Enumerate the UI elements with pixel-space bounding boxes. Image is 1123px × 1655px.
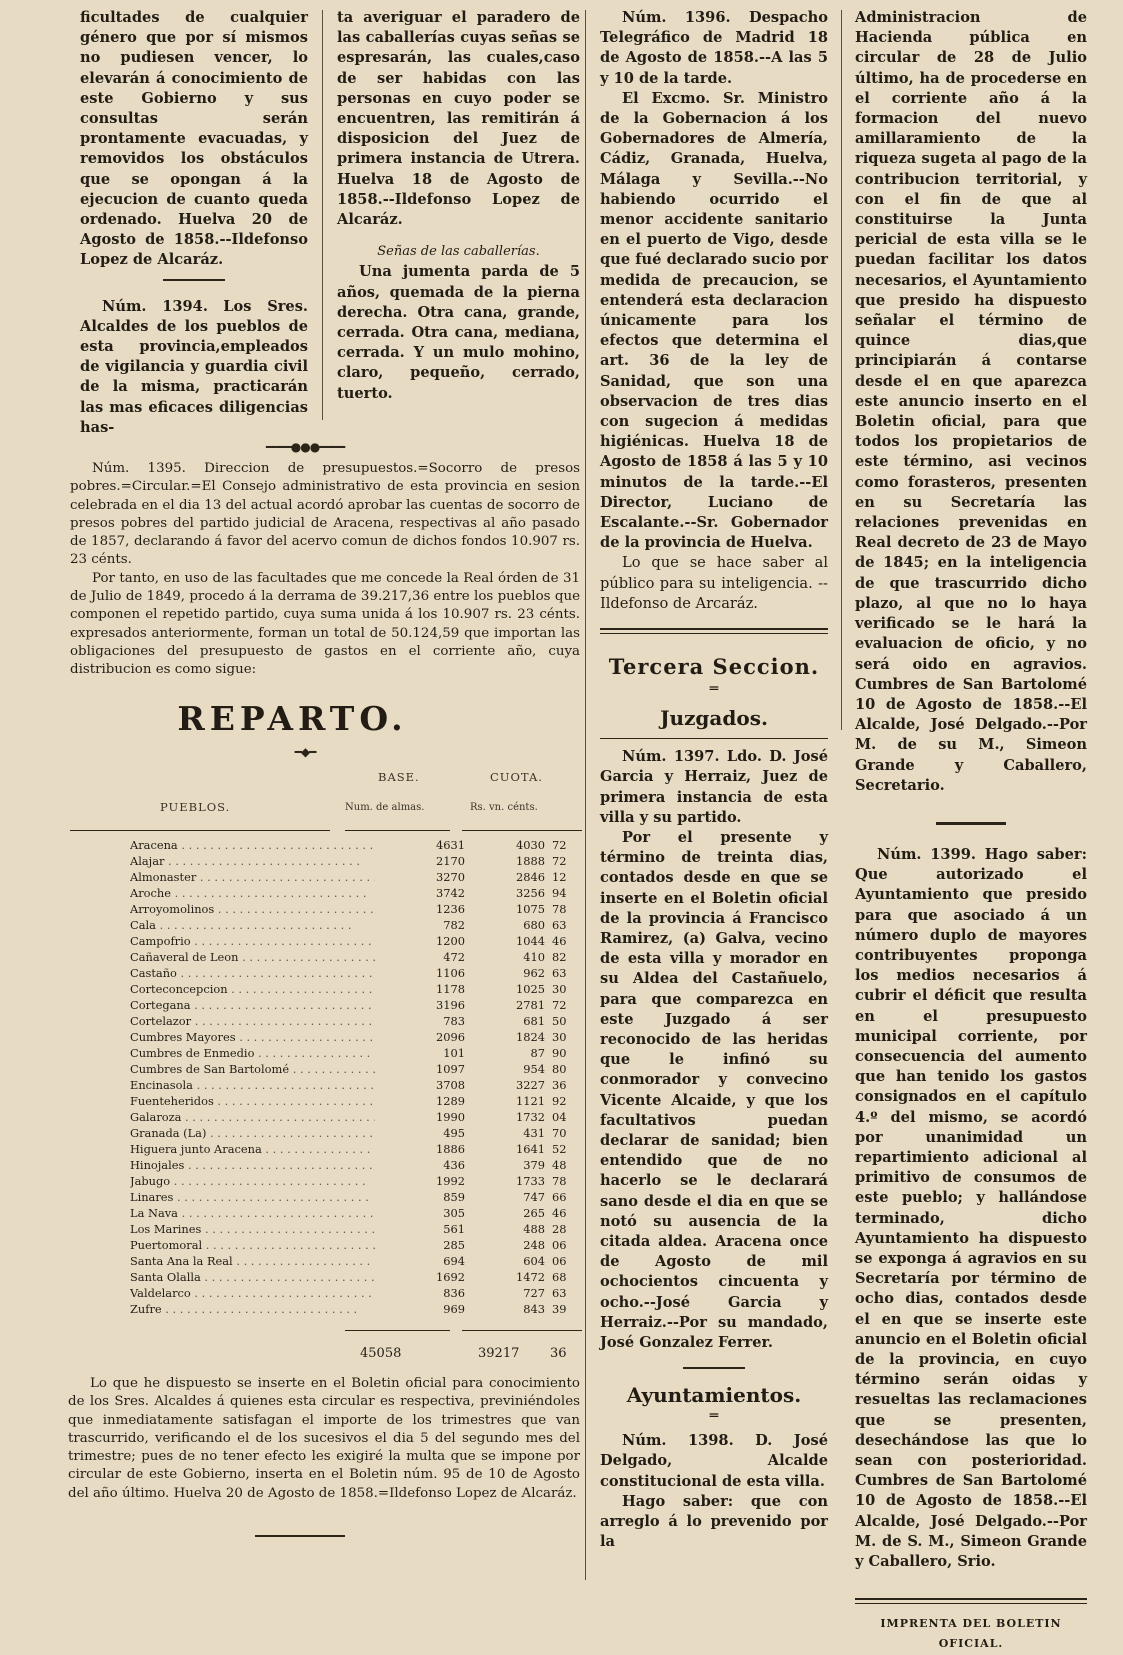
table-header-rule: [70, 830, 330, 831]
table-row: [70, 885, 590, 901]
imprenta-footer: IMPRENTA DEL BOLETIN OFICIAL.: [880, 1617, 1062, 1651]
centimos-cell: 90: [552, 1046, 567, 1060]
reparto-table: [70, 837, 590, 1317]
header-base: BASE.: [378, 770, 420, 784]
centimos-cell: 82: [552, 950, 567, 964]
divider: [163, 279, 225, 281]
notice-1395: [70, 460, 580, 680]
reales-cell: 248: [523, 1238, 545, 1252]
pueblo-cell: Cumbres de San Bartolomé . . .: [130, 1061, 400, 1077]
reales-cell: 1733: [516, 1174, 545, 1188]
table-row: [70, 1253, 590, 1269]
reales-cell: 843: [523, 1302, 545, 1316]
notice-1394-text: Los Sres. Alcaldes de los pueblos de esta provincia,empleados de vigilancia y guardia civil de la misma, practicarán las mas eficaces diligencias has-: [80, 297, 308, 436]
ayuntamientos-title: Ayuntamientos.: [626, 1383, 802, 1408]
column-1-top: [80, 8, 308, 438]
table-row: [70, 1285, 590, 1301]
table-header-rule-cuota: [462, 830, 582, 831]
table-row: [70, 933, 590, 949]
table-row: [70, 1189, 590, 1205]
table-row: [70, 853, 590, 869]
base-cell: 561: [375, 1221, 475, 1237]
reales-cell: 410: [523, 950, 545, 964]
pueblo-cell: Arroyomolinos . . .: [130, 901, 400, 917]
base-cell: 969: [375, 1301, 475, 1317]
base-cell: 4631: [375, 837, 475, 853]
divider-juzgados: [600, 738, 828, 739]
divider-1397: [683, 1367, 745, 1369]
pueblo-cell: Hinojales . . .: [130, 1157, 400, 1173]
notice-1399-text: Hago saber: Que autorizado el Ayuntamiento que presido para que asociado á un número duplo de mayores contribuyentes proponga los medios necesarios á cubrir el déficit que resulta en el presupuesto municipal corriente, por consecuencia del aumento que han tenido los gastos consignados en el capítulo 4.º del mismo, se acordó por unanimidad un repartimiento adicional al primitivo de consumos de este pueblo; y hallándose terminado, dicho Ayuntamiento ha dispuesto se exponga á agravios en su Secretaría por término de ocho dias, contados desde el en que se inserte este anuncio en el Boletin oficial de la provincia, en cuyo término serán oidas y resueltas las reclamaciones que se presenten, desechándose las que lo sean con posterioridad. Cumbres de San Bartolomé 10 de Agosto de 1858.--El Alcalde, José Delgado.--Por M. de S. M., Simeon Grande y Caballero, Srio.: [855, 845, 1087, 1571]
centimos-cell: 80: [552, 1062, 567, 1076]
pueblo-cell: Almonaster . . .: [130, 869, 400, 885]
header-cuota-sub: Rs. vn. cénts.: [470, 802, 538, 813]
centimos-cell: 46: [552, 1206, 567, 1220]
reales-cell: 1075: [516, 902, 545, 916]
totals-rule-base: [345, 1330, 450, 1331]
centimos-cell: 52: [552, 1142, 567, 1156]
table-row: [70, 1237, 590, 1253]
section-rule-double: [600, 628, 828, 634]
centimos-cell: 50: [552, 1014, 567, 1028]
base-cell: 285: [375, 1237, 475, 1253]
reales-cell: 727: [523, 1286, 545, 1300]
table-row: [70, 1093, 590, 1109]
base-cell: 1106: [375, 965, 475, 981]
base-cell: 836: [375, 1285, 475, 1301]
table-row: [70, 949, 590, 965]
centimos-cell: 66: [552, 1190, 567, 1204]
reales-cell: 1824: [516, 1030, 545, 1044]
table-row: [70, 1077, 590, 1093]
reparto-ornament: ━◆━: [294, 745, 316, 759]
centimos-cell: 04: [552, 1110, 567, 1124]
centimos-cell: 72: [552, 838, 567, 852]
pueblo-cell: Valdelarco . . .: [130, 1285, 400, 1301]
centimos-cell: 39: [552, 1302, 567, 1316]
table-row: [70, 965, 590, 981]
centimos-cell: 28: [552, 1222, 567, 1236]
header-pueblos: PUEBLOS.: [160, 800, 231, 814]
pueblo-cell: Cumbres de Enmedio . . .: [130, 1045, 400, 1061]
centimos-cell: 48: [552, 1158, 567, 1172]
pueblo-cell: Cala . . .: [130, 917, 400, 933]
notice-1398-head: D. José Delgado, Alcalde constitucional de esta villa.: [600, 1432, 828, 1490]
notice-1395-closing: [68, 1375, 580, 1503]
pueblo-cell: Granada (La) . . .: [130, 1125, 400, 1141]
notice-1395-closing-text: Lo que he dispuesto se inserte en el Boletin oficial para conocimiento de los Sres. Alcaldes á quienes esta circular es respectiva, previniéndoles que inmediatamente satisfagan el importe de los trimestres que van trascurrido, verificando el de los sucesivos el dia 5 del segundo mes del trimestre; pues de no tener efecto les exigiré la multa que se impone por circular de este Gobierno, inserta en el Boletin núm. 95 de 10 de Agosto del año último. Huelva 20 de Agosto de 1858.=Ildefonso Lopez de Alcaráz.: [68, 1376, 580, 1501]
table-row: [70, 837, 590, 853]
base-cell: 3742: [375, 885, 475, 901]
table-row: [70, 1205, 590, 1221]
base-cell: 1200: [375, 933, 475, 949]
base-cell: 783: [375, 1013, 475, 1029]
reales-cell: 1121: [516, 1094, 545, 1108]
base-cell: 3708: [375, 1077, 475, 1093]
reales-cell: 3227: [516, 1078, 545, 1092]
centimos-cell: 92: [552, 1094, 567, 1108]
pueblo-cell: Puertomoral . . .: [130, 1237, 400, 1253]
table-row: [70, 1141, 590, 1157]
column-3: [600, 8, 828, 1552]
base-cell: 859: [375, 1189, 475, 1205]
senas-text: Una jumenta parda de 5 años, quemada de la pierna derecha. Otra cana, grande, cerrada. Otra cana, mediana, cerrada. Y un mulo mohino, claro, pequeño, cerrado, tuerto.: [337, 263, 580, 402]
base-cell: 305: [375, 1205, 475, 1221]
table-row: [70, 1061, 590, 1077]
table-row: [70, 1301, 590, 1317]
pueblo-cell: Higuera junto Aracena . . .: [130, 1141, 400, 1157]
base-cell: 1990: [375, 1109, 475, 1125]
base-cell: 782: [375, 917, 475, 933]
total-reales: 39217: [478, 1346, 520, 1361]
pueblo-cell: La Nava . . .: [130, 1205, 400, 1221]
table-row: [70, 901, 590, 917]
centimos-cell: 46: [552, 934, 567, 948]
notice-1396-body: El Excmo. Sr. Ministro de la Gobernacion á los Gobernadores de Almería, Cádiz, Granada, Huelva, Málaga y Sevilla.--No habiendo ocurrido el menor accidente sanitario en el puerto de Vigo, desde que fué declarado sucio por medida de precaucion, se entenderá esta declaracion únicamente para los efectos que determina el art. 36 de la ley de Sanidad, que son una observacion de tres dias con sugecion á medidas higiénicas. Huelva 18 de Agosto de 1858 á las 5 y 10 minutos de la tarde.--El Director, Luciano de Escalante.--Sr. Gobernador de la provincia de Huelva.: [600, 89, 828, 552]
notice-1396-head: Núm. 1396. Despacho Telegráfico de Madrid 18 de Agosto de 1858.--A las 5 y 10 de la tarde.: [600, 9, 828, 87]
reales-cell: 747: [523, 1190, 545, 1204]
reales-cell: 2846: [516, 870, 545, 884]
col4-continuation-text: Administracion de Hacienda pública en circular de 28 de Julio último, ha de procederse en el corriente año á la formacion del nuevo amillaramiento de la riqueza sugeta al pago de la contribucion territorial, y con el fin de que al constituirse la Junta pericial de esta villa se le puedan facilitar los datos necesarios, el Ayuntamiento que presido ha dispuesto señalar el término de quince dias,que principiarán á contarse desde el en que aparezca este anuncio inserto en el Boletin oficial, para que todos los propietarios de este término, asi vecinos como forasteros, presenten en su Secretaría las relaciones prevenidas en Real decreto de 23 de Mayo de 1845; en la inteligencia de que trascurrido dicho plazo, al que no lo haya verificado se le hará la evaluacion de oficio, y no será oido en agravios. Cumbres de San Bartolomé 10 de Agosto de 1858.--El Alcalde, José Delgado.--Por M. de su M., Simeon Grande y Caballero, Secretario.: [855, 9, 1087, 794]
table-row: [70, 917, 590, 933]
reales-cell: 1888: [516, 854, 545, 868]
base-cell: 1886: [375, 1141, 475, 1157]
pueblo-cell: Santa Olalla . . .: [130, 1269, 400, 1285]
reales-cell: 681: [523, 1014, 545, 1028]
table-row: [70, 1029, 590, 1045]
table-row: [70, 1125, 590, 1141]
centimos-cell: 63: [552, 1286, 567, 1300]
pueblo-cell: Cortegana . . .: [130, 997, 400, 1013]
notice-1396-close: Lo que se hace saber al público para su inteligencia. --Ildefonso de Arcaráz.: [600, 554, 828, 612]
notice-1395-para-2: Por tanto, en uso de las facultades que me concede la Real órden de 31 de Julio de 1849, procedo á la derrama de 39.217,36 entre los pueblos que componen el repetido partido, cuya suma unida á los 10.907 rs. 23 cénts. expresados anteriormente, forman un total de 50.124,59 que importan las obligaciones del presupuesto de gastos en el corriente año, cuya distribucion es como sigue:: [70, 570, 580, 678]
pueblo-cell: Galaroza . . .: [130, 1109, 400, 1125]
juzgados-title: Juzgados.: [660, 706, 768, 731]
notice-1398-start: Hago saber: que con arreglo á lo prevenido por la: [600, 1492, 828, 1551]
pueblo-cell: Cañaveral de Leon . . .: [130, 949, 400, 965]
senas-title: Señas de las caballerías.: [377, 244, 540, 260]
centimos-cell: 68: [552, 1270, 567, 1284]
pueblo-cell: Corteconcepcion . . .: [130, 981, 400, 997]
table-row: [70, 1221, 590, 1237]
centimos-cell: 78: [552, 902, 567, 916]
divider-bottom-left: [255, 1535, 345, 1537]
column-divider-center: [585, 10, 586, 1580]
notice-1397-head: Ldo. D. José Garcia y Herraiz, Juez de primera instancia de esta villa y su partido.: [600, 748, 828, 826]
reales-cell: 87: [530, 1046, 545, 1060]
table-row: [70, 1045, 590, 1061]
ornament-divider: ━━━━●●●━━━━: [265, 440, 345, 454]
base-cell: 495: [375, 1125, 475, 1141]
table-row: [70, 981, 590, 997]
reales-cell: 379: [523, 1158, 545, 1172]
base-cell: 2170: [375, 853, 475, 869]
centimos-cell: 70: [552, 1126, 567, 1140]
pueblo-cell: Cumbres Mayores . . .: [130, 1029, 400, 1045]
total-base: 45058: [360, 1346, 402, 1361]
column-divider-1: [322, 10, 323, 420]
notice-1398-head-para: [600, 1431, 828, 1492]
centimos-cell: 63: [552, 966, 567, 980]
base-cell: 1692: [375, 1269, 475, 1285]
centimos-cell: 94: [552, 886, 567, 900]
pueblo-cell: Linares . . .: [130, 1189, 400, 1205]
pueblo-cell: Encinasola . . .: [130, 1077, 400, 1093]
base-cell: 3196: [375, 997, 475, 1013]
table-header-rule-base: [345, 830, 450, 831]
reales-cell: 680: [523, 918, 545, 932]
tercera-seccion-title: Tercera Seccion.: [608, 654, 820, 680]
centimos-cell: 36: [552, 1078, 567, 1092]
reales-cell: 4030: [516, 838, 545, 852]
reales-cell: 962: [523, 966, 545, 980]
table-row: [70, 1173, 590, 1189]
centimos-cell: 78: [552, 1174, 567, 1188]
centimos-cell: 06: [552, 1254, 567, 1268]
equals-ornament-2: ═: [709, 1408, 719, 1425]
table-row: [70, 1269, 590, 1285]
notice-1397-number: Núm. 1397.: [622, 748, 720, 766]
table-row: [70, 1013, 590, 1029]
reales-cell: 3256: [516, 886, 545, 900]
reales-cell: 604: [523, 1254, 545, 1268]
reales-cell: 1641: [516, 1142, 545, 1156]
table-row: [70, 1109, 590, 1125]
base-cell: 3270: [375, 869, 475, 885]
centimos-cell: 72: [552, 854, 567, 868]
pueblo-cell: Cortelazor . . .: [130, 1013, 400, 1029]
reales-cell: 1044: [516, 934, 545, 948]
table-row: [70, 869, 590, 885]
notice-1399: [855, 845, 1087, 1572]
pueblo-cell: Castaño . . .: [130, 965, 400, 981]
totals-rule-cuota: [462, 1330, 582, 1331]
centimos-cell: 63: [552, 918, 567, 932]
reales-cell: 431: [523, 1126, 545, 1140]
centimos-cell: 30: [552, 982, 567, 996]
pueblo-cell: Zufre . . .: [130, 1301, 400, 1317]
reales-cell: 1025: [516, 982, 545, 996]
pueblo-cell: Los Marines . . .: [130, 1221, 400, 1237]
notice-1395-para-1: Núm. 1395. Direccion de presupuestos.=Socorro de presos pobres.=Circular.=El Consejo administrativo de esta provincia en sesion celebrada en el dia 13 del actual acordó aprobar las cuentas de socorro de presos pobres del partido judicial de Aracena, respectivas al año pasado de 1857, declarando á favor del acervo comun de dichos fondos 10.907 rs. 23 cénts.: [70, 461, 580, 568]
base-cell: 436: [375, 1157, 475, 1173]
footer-rule: [855, 1598, 1087, 1604]
notice-1394-number: Núm. 1394.: [102, 297, 208, 315]
base-cell: 2096: [375, 1029, 475, 1045]
col1-continuation-text: ficultades de cualquier género que por sí mismos no pudiesen vencer, lo elevarán á conocimiento de este Gobierno y sus consultas serán prontamente evacuadas, y removidos los obstáculos que se opongan á la ejecucion de cuanto queda ordenado. Huelva 20 de Agosto de 1858.--Ildefonso Lopez de Alcaráz.: [80, 9, 308, 269]
base-cell: 1236: [375, 901, 475, 917]
base-cell: 1289: [375, 1093, 475, 1109]
col2-continuation-text: ta averiguar el paradero de las caballerías cuyas señas se espresarán, las cuales,caso de ser habidas con las personas en cuyo poder se encuentren, las remitirán á disposicion del Juez de primera instancia de Utrera. Huelva 18 de Agosto de 1858.--Ildefonso Lopez de Alcaráz.: [337, 9, 580, 229]
total-centimos: 36: [550, 1346, 567, 1361]
header-cuota: CUOTA.: [490, 770, 543, 784]
pueblo-cell: Jabugo . . .: [130, 1173, 400, 1189]
reparto-title: REPARTO.: [177, 699, 408, 738]
pueblo-cell: Aroche . . .: [130, 885, 400, 901]
base-cell: 1178: [375, 981, 475, 997]
table-row: [70, 1157, 590, 1173]
notice-1398-number: Núm. 1398.: [622, 1432, 734, 1450]
base-cell: 472: [375, 949, 475, 965]
pueblo-cell: Santa Ana la Real . . .: [130, 1253, 400, 1269]
base-cell: 1992: [375, 1173, 475, 1189]
notice-1394: [80, 297, 308, 438]
pueblo-cell: Campofrio . . .: [130, 933, 400, 949]
pueblo-cell: Alajar . . .: [130, 853, 400, 869]
pueblo-cell: Aracena . . .: [130, 837, 400, 853]
column-2-top: [337, 8, 580, 404]
base-cell: 694: [375, 1253, 475, 1269]
centimos-cell: 72: [552, 998, 567, 1012]
reales-cell: 1472: [516, 1270, 545, 1284]
reales-cell: 488: [523, 1222, 545, 1236]
reales-cell: 265: [523, 1206, 545, 1220]
equals-ornament: ═: [709, 681, 719, 698]
centimos-cell: 12: [552, 870, 567, 884]
reales-cell: 2781: [516, 998, 545, 1012]
pueblo-cell: Fuenteheridos . . .: [130, 1093, 400, 1109]
base-cell: 1097: [375, 1061, 475, 1077]
notice-1399-number: Núm. 1399.: [877, 845, 976, 863]
base-cell: 101: [375, 1045, 475, 1061]
notice-1397-head-para: [600, 747, 828, 828]
notice-1397-body: Por el presente y término de treinta dias, contados desde en que se inserte en el Boletin oficial de la provincia á Francisco Ramirez, (a) Galva, vecino de esta villa y morador en su Aldea del Castañuelo, para que comparezca en este Juzgado á ser reconocido de las heridas que le infinó su conmorador y convecino Vicente Alcaide, y que los facultativos puedan declarar de sanidad; bien entendido que de no hacerlo se le declarará sano desde el dia en que se notó su ausencia de la citada aldea. Aracena once de Agosto de mil ochocientos cincuenta y ocho.--José Garcia y Herraiz.--Por su mandado, José Gonzalez Ferrer.: [600, 828, 828, 1351]
reales-cell: 1732: [516, 1110, 545, 1124]
column-divider-right: [841, 10, 842, 730]
table-row: [70, 997, 590, 1013]
column-4: [855, 8, 1087, 1655]
reales-cell: 954: [523, 1062, 545, 1076]
centimos-cell: 06: [552, 1238, 567, 1252]
header-base-sub: Num. de almas.: [345, 802, 425, 813]
centimos-cell: 30: [552, 1030, 567, 1044]
divider-col4: [936, 822, 1006, 825]
